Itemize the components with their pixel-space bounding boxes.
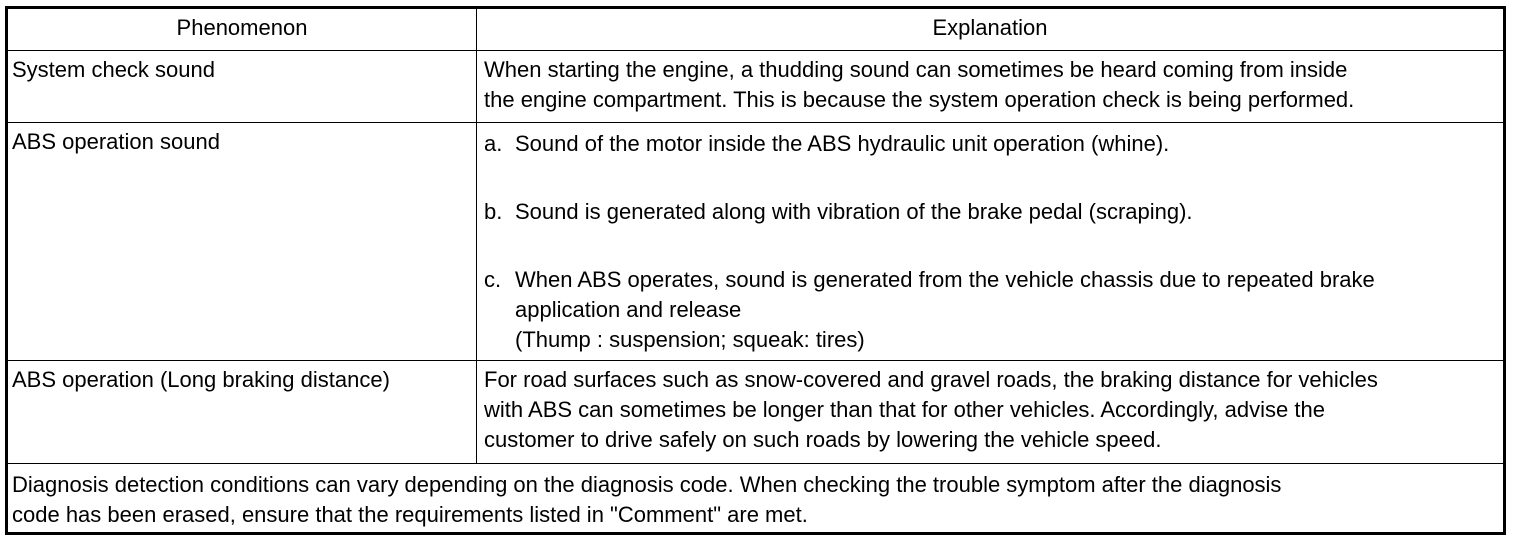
- table-note-row: [8, 464, 1503, 532]
- list-item-text: (Thump : suspension; squeak: tires): [515, 327, 865, 352]
- explanation-cell: [477, 361, 1503, 463]
- explanation-line: the engine compartment. This is because the system operation check is being performed.: [484, 87, 1355, 112]
- table-row: [8, 123, 1503, 361]
- phenomenon-cell: System check sound: [8, 51, 477, 122]
- list-item: [484, 265, 1503, 355]
- explanation-line: with ABS can sometimes be longer than that for other vehicles. Accordingly, advise the: [484, 397, 1325, 422]
- list-item-text: When ABS operates, sound is generated from the vehicle chassis due to repeated brake: [515, 267, 1375, 292]
- phenomenon-cell: ABS operation sound: [8, 123, 477, 360]
- phenomenon-cell: ABS operation (Long braking distance): [8, 361, 477, 463]
- list-item-text: application and release: [515, 297, 742, 322]
- list-item-text: Sound of the motor inside the ABS hydraulic unit operation (whine).: [515, 131, 1170, 156]
- note-line: Diagnosis detection conditions can vary depending on the diagnosis code. When checking the trouble symptom after the diagnosis: [12, 472, 1282, 497]
- abs-phenomenon-table: [5, 6, 1506, 535]
- table-row: [8, 361, 1503, 464]
- explanation-line: When starting the engine, a thudding sound can sometimes be heard coming from inside: [484, 57, 1348, 82]
- explanation-line: For road surfaces such as snow-covered and gravel roads, the braking distance for vehicles: [484, 367, 1378, 392]
- table-row: [8, 51, 1503, 123]
- header-explanation: Explanation: [932, 15, 1048, 40]
- explanation-cell: [477, 51, 1503, 122]
- header-phenomenon: Phenomenon: [8, 9, 477, 50]
- table-header-row: [8, 9, 1503, 51]
- list-item: [484, 129, 1503, 159]
- explanation-cell: [477, 123, 1503, 360]
- explanation-line: customer to drive safely on such roads by lowering the vehicle speed.: [484, 427, 1162, 452]
- note-line: code has been erased, ensure that the requirements listed in "Comment" are met.: [12, 502, 808, 527]
- list-marker: b.: [484, 199, 503, 224]
- list-item-text: Sound is generated along with vibration of the brake pedal (scraping).: [515, 199, 1193, 224]
- list-item: [484, 197, 1503, 227]
- list-marker: a.: [484, 131, 503, 156]
- list-marker: c.: [484, 267, 502, 292]
- note-cell: [8, 464, 1503, 532]
